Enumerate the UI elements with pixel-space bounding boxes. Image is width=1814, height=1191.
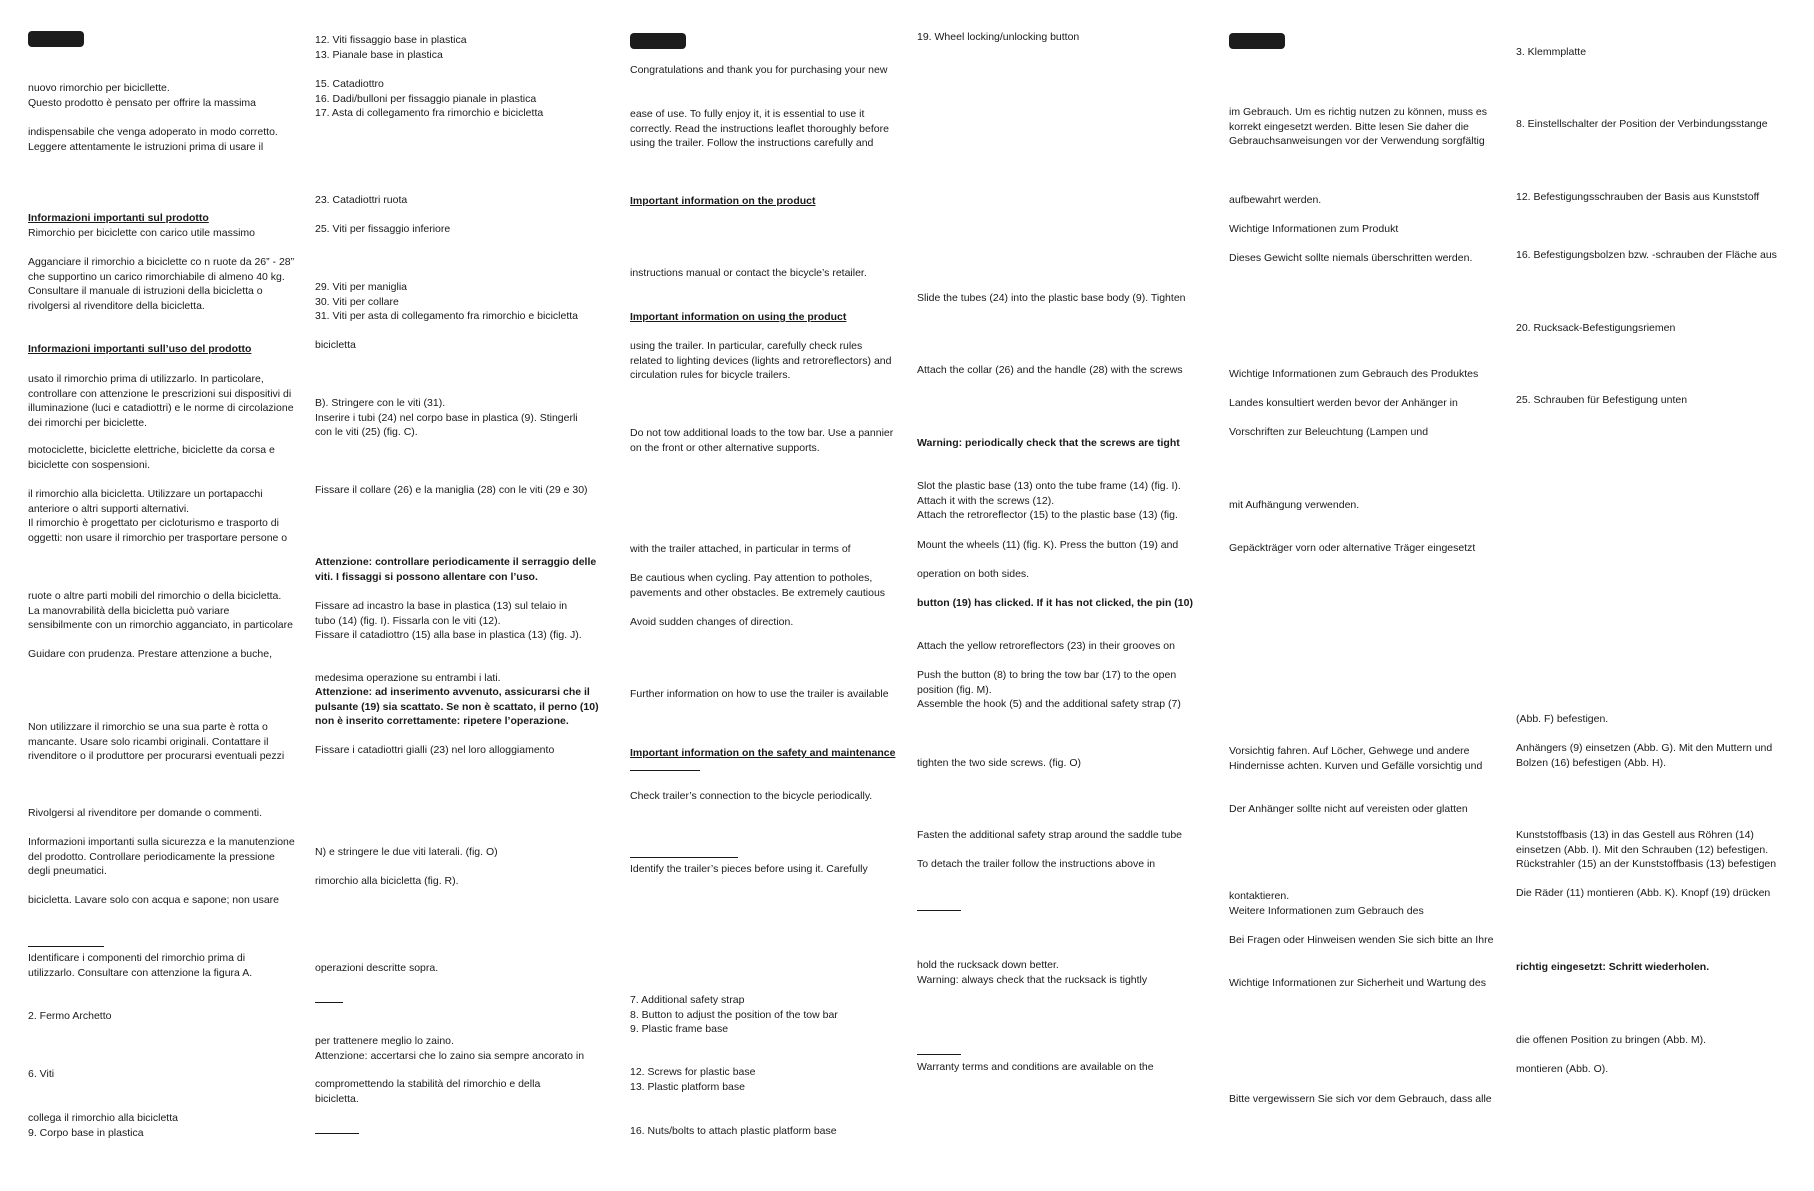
en-use-text: using the trailer. In particular, carefully check rules related to lighting devices (lights and retroreflectors) and circulation rules for bicycle trailers. (630, 340, 892, 382)
it-tubes-text: B). Stringere con le viti (31). Inserire i tubi (24) nel corpo base in plastica (9). Stingerli con le viti (25) (fig. C). (315, 397, 578, 439)
en-detach-text: To detach the trailer follow the instructions above in (917, 858, 1156, 870)
de-gewicht-text: Dieses Gewicht sollte niemals überschritten werden. (1229, 252, 1473, 264)
de-part-3: 3. Klemmplatte (1516, 46, 1587, 58)
en-tighten-text: tighten the two side screws. (fig. O) (917, 757, 1081, 769)
en-safety-heading: Important information on the safety and maintenance (630, 747, 896, 759)
it-same-op: medesima operazione su entrambi i lati. (315, 672, 501, 684)
it-pannier-text: il rimorchio alla bicicletta. Utilizzare un portapacchi anteriore o altri supporti alternativi. Il rimorchio è progettato per cicloturismo e trasporto di oggetti: non usare il rimorchio per trasportare persone o (28, 488, 288, 544)
it-parts-list-3: 29. Viti per maniglia 30. Viti per collare 31. Viti per asta di collegamento fra rimorchio e bicicletta (315, 281, 579, 323)
it-warning-button: Attenzione: ad inserimento avvenuto, assicurarsi che il pulsante (19) sia scattato. Se non è scattato, il perno (10) non è inserito correttamente: ripetere l’operazione. (315, 686, 599, 728)
de-part-8: 8. Einstellschalter der Position der Verbindungsstange (1516, 118, 1768, 130)
it-parts-list-1: 12. Viti fissaggio base in plastica 13. Pianale base in plastica (315, 34, 467, 61)
it-screws-text: N) e stringere le due viti laterali. (fig. O) (315, 846, 498, 858)
it-bicicletta: bicicletta (315, 339, 356, 351)
it-ops-text: operazioni descritte sopra. (315, 962, 439, 974)
en-cautious-text: Be cautious when cycling. Pay attention to potholes, pavements and other obstacles. Be extremely cautious (630, 572, 886, 599)
de-montieren-text: montieren (Abb. O). (1516, 1063, 1609, 1075)
it-part-2: 2. Fermo Archetto (28, 1010, 112, 1022)
de-abbf-text: (Abb. F) befestigen. (1516, 713, 1609, 725)
de-part-25: 25. Schrauben für Befestigung unten (1516, 394, 1688, 406)
en-fasten-text: Fasten the additional safety strap around the saddle tube (917, 829, 1183, 841)
de-use-heading: Wichtige Informationen zum Gebrauch des Produktes (1229, 368, 1479, 380)
it-base-text: Fissare ad incastro la base in plastica (13) sul telaio in tubo (14) (fig. I). Fissarla con le viti (12). Fissare il catadiottro (15) alla base in plastica (13) (fig. J). (315, 600, 582, 642)
redacted-logo-badge-it (28, 31, 84, 47)
it-part-23: 23. Catadiottri ruota (315, 194, 408, 206)
it-use-text: usato il rimorchio prima di utilizzarlo. In particolare, controllare con attenzione le prescrizioni sui dispositivi di illuminazione (luci e catadiottri) e le norme di circolazione dei rimorchi per biciclette. (28, 373, 294, 429)
en-both-sides: operation on both sides. (917, 568, 1030, 580)
de-aufbewahrt: aufbewahrt werden. (1229, 194, 1322, 206)
it-parts-9: collega il rimorchio alla bicicletta 9. Corpo base in plastica (28, 1112, 178, 1139)
divider (28, 946, 104, 947)
de-kunststoff-text: Kunststoffbasis (13) in das Gestell aus Röhren (14) einsetzen (Abb. I). Mit den Schrauben (12) befestigen. Rückstrahler (15) an der Kunststoffbasis (13) befestigen (1516, 829, 1777, 871)
de-raeder-text: Die Räder (11) montieren (Abb. K). Knopf (19) drücken (1516, 887, 1771, 899)
en-use-heading: Important information on using the product (630, 311, 847, 323)
en-parts-list-1: 7. Additional safety strap 8. Button to adjust the position of the tow bar 9. Plastic frame base (630, 994, 838, 1036)
de-offenen-text: die offenen Position zu bringen (Abb. M). (1516, 1034, 1707, 1046)
en-avoid-text: Avoid sudden changes of direction. (630, 616, 794, 628)
de-vereist-text: Der Anhänger sollte nicht auf vereisten oder glatten (1229, 803, 1468, 815)
en-mount-text: Mount the wheels (11) (fig. K). Press the button (19) and (917, 539, 1179, 551)
de-product-heading: Wichtige Informationen zum Produkt (1229, 223, 1399, 235)
en-product-heading: Important information on the product (630, 195, 816, 207)
en-warranty-text: Warranty terms and conditions are available on the (917, 1061, 1154, 1073)
divider (917, 910, 961, 911)
redacted-logo-badge-en (630, 33, 686, 49)
en-yellow-text: Attach the yellow retroreflectors (23) in their grooves on (917, 640, 1175, 652)
de-vorschriften-text: Vorschriften zur Beleuchtung (Lampen und (1229, 426, 1429, 438)
it-bikes-text: motociclette, biciclette elettriche, biciclette da corsa e biciclette con sospensioni. (28, 444, 275, 471)
it-intro: nuovo rimorchio per bicicllette. Questo prodotto è pensato per offrire la massima (28, 82, 257, 109)
de-warning-button: richtig eingesetzt: Schritt wiederholen. (1516, 961, 1710, 973)
en-part-16: 16. Nuts/bolts to attach plastic platform base (630, 1125, 837, 1137)
it-yellow-text: Fissare i catadiottri gialli (23) nel loro alloggiamento (315, 744, 555, 756)
en-part-19: 19. Wheel locking/unlocking button (917, 31, 1080, 43)
divider (917, 1054, 961, 1055)
it-rimorchio-text: rimorchio alla bicicletta (fig. R). (315, 875, 459, 887)
en-slide-text: Slide the tubes (24) into the plastic base body (9). Tighten (917, 292, 1186, 304)
en-identify-text: Identify the trailer’s pieces before using it. Carefully (630, 863, 868, 875)
en-loads-text: Do not tow additional loads to the tow bar. Use a pannier on the front or other alternative supports. (630, 427, 894, 454)
it-use-heading: Informazioni importanti sull’uso del prodotto (28, 343, 252, 355)
en-manual-text: instructions manual or contact the bicycle’s retailer. (630, 267, 867, 279)
it-safety-text: Informazioni importanti sulla sicurezza e la manutenzione del prodotto. Controllare periodicamente la pressione degli pneumatici. (28, 836, 295, 878)
it-part-6: 6. Viti (28, 1068, 55, 1080)
en-slot-text: Slot the plastic base (13) onto the tube frame (14) (fig. I). Attach it with the screws (12). Attach the retroreflector (15) to the plastic base (13) (fig. (917, 480, 1181, 522)
de-traeger-text: Gepäckträger vorn oder alternative Träger eingesetzt (1229, 542, 1476, 554)
it-intro-2: indispensabile che venga adoperato in modo corretto. Leggere attentamente le istruzioni prima di usare il (28, 126, 278, 153)
de-aufhaengung-text: mit Aufhängung verwenden. (1229, 499, 1360, 511)
it-parts-list-2: 15. Catadiottro 16. Dadi/bulloni per fissaggio pianale in plastica 17. Asta di collegamento fra rimorchio e bicicletta (315, 78, 544, 120)
en-check-text: Check trailer’s connection to the bicycle periodically. (630, 790, 873, 802)
de-kontaktieren-text: kontaktieren. Weitere Informationen zum Gebrauch des (1229, 890, 1424, 917)
it-warning-screws: Attenzione: controllare periodicamente il serraggio delle viti. I fissaggi si possono allentare con l’uso. (315, 556, 597, 583)
it-collar-text: Fissare il collare (26) e la maniglia (28) con le viti (29 e 30) (315, 484, 588, 496)
de-part-16: 16. Befestigungsbolzen bzw. -schrauben der Fläche aus (1516, 249, 1777, 261)
it-identify-text: Identificare i componenti del rimorchio prima di utilizzarlo. Consultare con attenzione la figura A. (28, 952, 253, 979)
de-gebrauch-text: im Gebrauch. Um es richtig nutzen zu können, muss es korrekt eingesetzt werden. Bitte lesen Sie daher die Gebrauchsanweisungen vor der Verwendung sorgfältig (1229, 106, 1487, 148)
en-attached-text: with the trailer attached, in particular in terms of (630, 543, 851, 555)
divider (315, 1133, 359, 1134)
section-heading: Informazioni importanti sul prodotto (28, 212, 209, 224)
divider (315, 1002, 343, 1003)
en-warning-screws: Warning: periodically check that the screws are tight (917, 437, 1180, 449)
de-part-20: 20. Rucksack-Befestigungsriemen (1516, 322, 1676, 334)
redacted-logo-badge-de (1229, 33, 1285, 49)
it-part-25: 25. Viti per fissaggio inferiore (315, 223, 451, 235)
en-ease-text: ease of use. To fully enjoy it, it is essential to use it correctly. Read the instructions leaflet thoroughly before using the trailer. Follow the instructions carefully and (630, 108, 889, 150)
en-further-text: Further information on how to use the trailer is available (630, 688, 889, 700)
it-wheels-text: ruote o altre parti mobili del rimorchio o della bicicletta. La manovrabilità della bicicletta può variare sensibilmente con un rimorchio agganciato, in particolare (28, 590, 293, 632)
en-hold-text: hold the rucksack down better. Warning: always check that the rucksack is tightly (917, 959, 1148, 986)
it-stab-text: compromettendo la stabilità del rimorchio e della bicicletta. (315, 1078, 541, 1105)
de-sicherheit-heading: Wichtige Informationen zur Sicherheit und Wartung des (1229, 977, 1486, 989)
it-caution-text: Guidare con prudenza. Prestare attenzione a buche, (28, 648, 272, 660)
de-part-12: 12. Befestigungsschrauben der Basis aus Kunststoff (1516, 191, 1760, 203)
it-product-section: Informazioni importanti sul prodotto Rimorchio per biciclette con carico utile massimo (28, 212, 255, 239)
divider (630, 770, 700, 771)
it-attach-text: Agganciare il rimorchio a biciclette co n ruote da 26” - 28” che supportino un carico rimorchiabile di almeno 40 kg. Consultare il manuale di istruzioni della bicicletta o rivolgersi al rivenditore della bicicletta. (28, 256, 295, 312)
de-anhaenger-text: Anhängers (9) einsetzen (Abb. G). Mit den Muttern und Bolzen (16) befestigen (Abb. H). (1516, 742, 1773, 769)
de-vorsichtig-text: Vorsichtig fahren. Auf Löcher, Gehwege und andere Hindernisse achten. Kurven und Gefälle vorsichtig und (1229, 745, 1483, 772)
de-fragen-text: Bei Fragen oder Hinweisen wenden Sie sich bitte an Ihre (1229, 934, 1494, 946)
it-contact-text: Rivolgersi al rivenditore per domande o commenti. (28, 807, 263, 819)
en-push-text: Push the button (8) to bring the tow bar (17) to the open position (fig. M). Assemble the hook (5) and the additional safety strap (7) (917, 669, 1181, 711)
en-collar-text: Attach the collar (26) and the handle (28) with the screws (917, 364, 1183, 376)
de-landes-text: Landes konsultiert werden bevor der Anhänger in (1229, 397, 1458, 409)
de-vergewissern-text: Bitte vergewissern Sie sich vor dem Gebrauch, dass alle (1229, 1093, 1492, 1105)
it-zaino-text: per trattenere meglio lo zaino. Attenzione: accertarsi che lo zaino sia sempre ancorato in (315, 1035, 585, 1062)
it-wash-text: bicicletta. Lavare solo con acqua e sapone; non usare (28, 894, 280, 906)
it-broken-text: Non utilizzare il rimorchio se una sua parte è rotta o mancante. Usare solo ricambi originali. Contattare il rivenditore o il produttore per procurarsi eventuali pezzi (28, 721, 285, 763)
divider (630, 857, 738, 858)
en-parts-list-2: 12. Screws for plastic base 13. Plastic platform base (630, 1066, 756, 1093)
en-congrats: Congratulations and thank you for purchasing your new (630, 64, 888, 76)
en-warning-button: button (19) has clicked. If it has not clicked, the pin (10) (917, 597, 1193, 609)
